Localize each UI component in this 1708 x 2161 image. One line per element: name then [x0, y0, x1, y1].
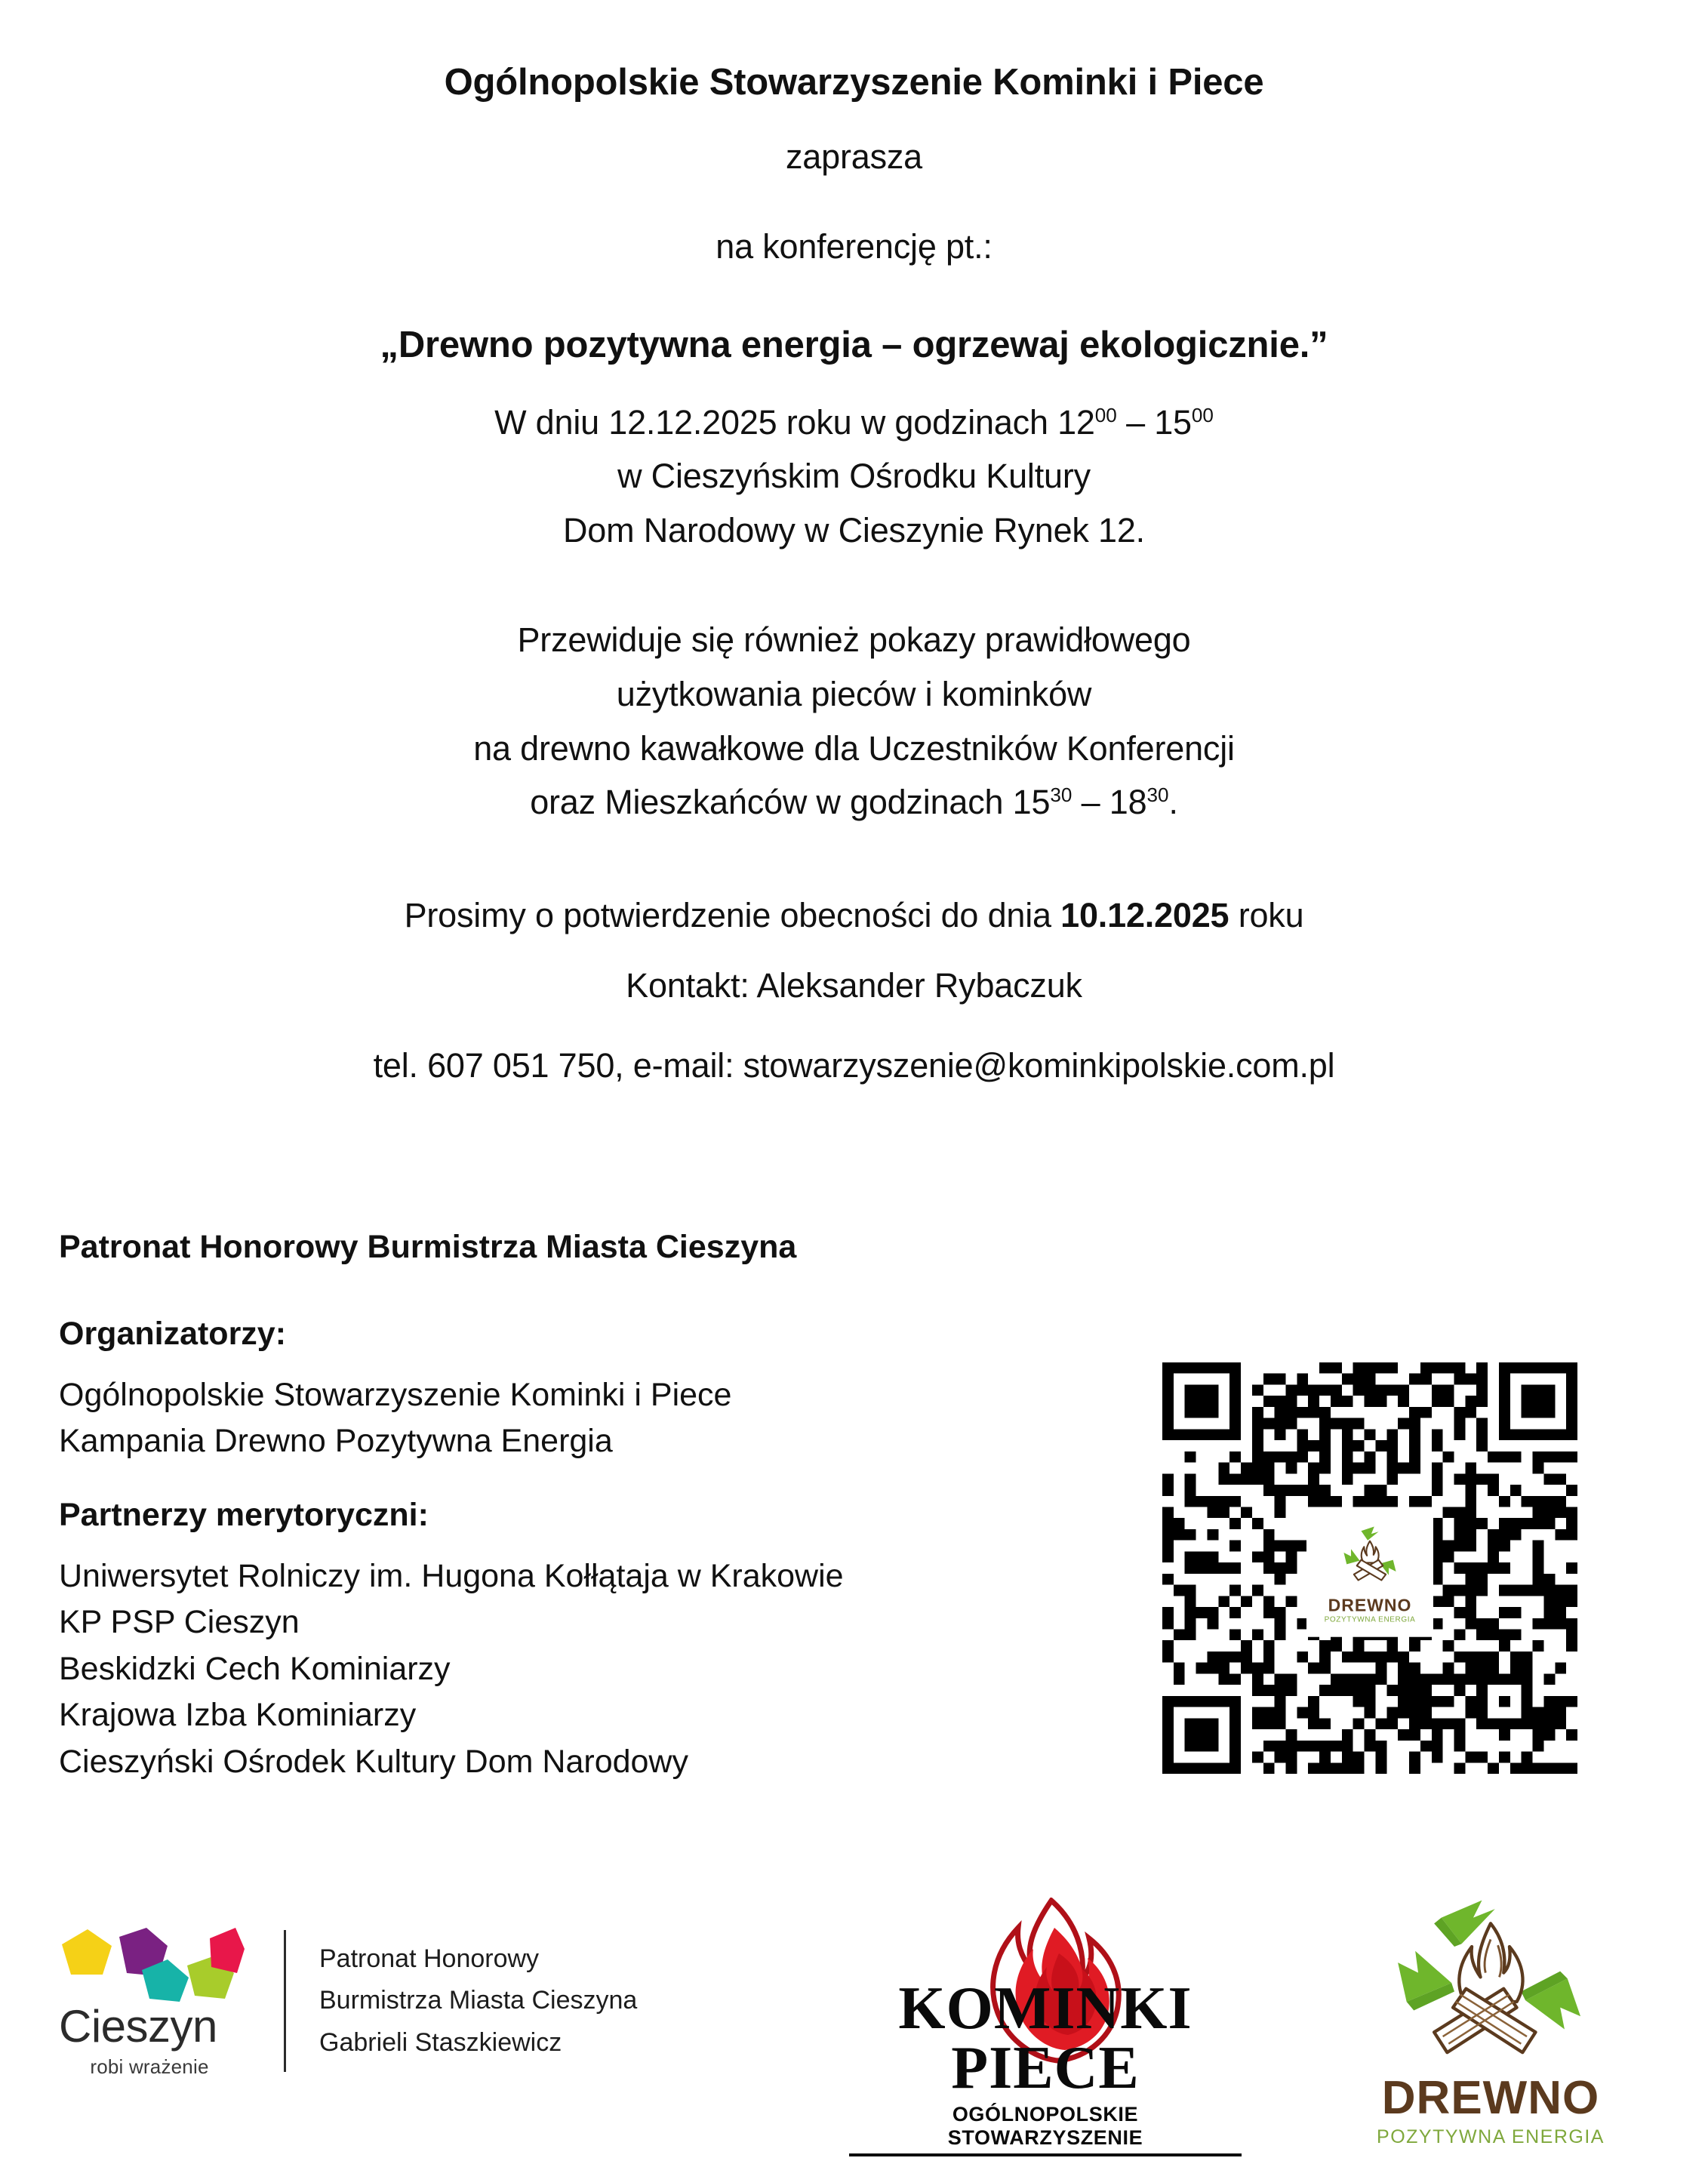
patron-line-1: Patronat Honorowy — [319, 1944, 540, 1974]
drewno-pozytywna-energia-logo — [1340, 1893, 1642, 2148]
event-datetime-prefix: W dniu 12.12.2025 roku w godzinach 12 — [494, 402, 1095, 442]
invitation-body — [0, 59, 1708, 1088]
credits-section — [59, 1229, 1040, 1785]
honorary-patronage-heading: Patronat Honorowy Burmistrza Miasta Cieszyna — [59, 1229, 797, 1265]
contact-email[interactable]: stowarzyszenie@kominkipolskie.com.pl — [743, 1045, 1335, 1085]
organizers-heading: Organizatorzy: — [59, 1316, 287, 1352]
event-end-minutes: 00 — [1191, 403, 1214, 426]
cieszyn-pentagons-icon — [54, 1923, 245, 2005]
invites-verb: zaprasza — [786, 137, 922, 176]
rsvp-suffix: roku — [1229, 895, 1304, 934]
conference-title: „Drewno pozytywna energia – ogrzewaj ekologicznie.” — [380, 324, 1328, 365]
contact-person: Kontakt: Aleksander Rybaczuk — [626, 966, 1082, 1005]
kominki-subtitle: OGÓLNOPOLSKIE STOWARZYSZENIE — [849, 2101, 1242, 2156]
partner-item: Krajowa Izba Kominiarzy — [59, 1697, 417, 1734]
demo-line-3: na drewno kawałkowe dla Uczestników Konferencji — [473, 728, 1235, 768]
demo-end-minutes: 30 — [1146, 783, 1169, 807]
rsvp-prefix: Prosimy o potwierdzenie obecności do dnia — [404, 895, 1061, 934]
demo-hours — [0, 780, 1708, 824]
partners-heading: Partnerzy merytoryczni: — [59, 1496, 429, 1533]
rsvp-line — [0, 894, 1708, 937]
patron-line-2: Burmistrza Miasta Cieszyna — [319, 1986, 638, 2015]
footer-logos — [0, 1887, 1708, 2161]
qr-center-logo — [1306, 1510, 1433, 1636]
demo-hours-dash: – 18 — [1072, 783, 1147, 822]
footer-divider — [284, 1930, 286, 2072]
demo-hours-period: . — [1168, 783, 1178, 822]
patron-line-3: Gabrieli Staszkiewicz — [319, 2027, 562, 2057]
kominki-word-2: PIECE — [951, 2035, 1140, 2102]
organizer-item: Kampania Drewno Pozytywna Energia — [59, 1423, 613, 1460]
event-datetime-dash: – 15 — [1116, 402, 1192, 442]
drewno-bonfire-icon — [1381, 1893, 1600, 2074]
demo-line-2: użytkowania pieców i kominków — [616, 675, 1092, 713]
demo-line-1: Przewiduje się również pokazy prawidłowego — [517, 620, 1191, 660]
kominki-piece-logo — [849, 1898, 1242, 2150]
drewno-wordmark: DREWNO — [1381, 2072, 1600, 2124]
qr-code[interactable] — [1162, 1362, 1577, 1774]
cieszyn-patron-text — [319, 1938, 637, 2063]
event-datetime — [0, 401, 1708, 445]
contact-details — [0, 1044, 1708, 1088]
contact-phone: tel. 607 051 750, e-mail: — [373, 1045, 743, 1085]
rsvp-deadline-date: 10.12.2025 — [1060, 895, 1229, 934]
kominki-wordmark — [849, 1975, 1242, 2156]
qr-logo-subtitle: POZYTYWNA ENERGIA — [1324, 1615, 1416, 1624]
drewno-subtitle: POZYTYWNA ENERGIA — [1377, 2126, 1605, 2147]
cieszyn-mark — [54, 1923, 245, 2079]
partner-item: Uniwersytet Rolniczy im. Hugona Kołłątaja w Krakowie — [59, 1557, 844, 1594]
partner-item: KP PSP Cieszyn — [59, 1604, 300, 1641]
venue-line-2: Dom Narodowy w Cieszynie Rynek 12. — [563, 510, 1145, 549]
cieszyn-slogan: robi wrażenie — [90, 2055, 209, 2078]
partner-item: Cieszyński Ośrodek Kultury Dom Narodowy — [59, 1743, 688, 1780]
organization-title: Ogólnopolskie Stowarzyszenie Kominki i Piece — [444, 62, 1264, 103]
drewno-bonfire-icon — [1334, 1522, 1406, 1595]
event-start-minutes: 00 — [1094, 403, 1117, 426]
demo-start-minutes: 30 — [1050, 783, 1073, 807]
partner-item: Beskidzki Cech Kominiarzy — [59, 1650, 451, 1687]
qr-logo-word: DREWNO — [1328, 1595, 1412, 1615]
demo-hours-prefix: oraz Mieszkańców w godzinach 15 — [530, 783, 1051, 822]
venue-line-1: w Cieszyńskim Ośrodku Kultury — [617, 457, 1091, 496]
cieszyn-city-logo — [54, 1923, 637, 2079]
cieszyn-wordmark: Cieszyn — [59, 2001, 217, 2052]
organizer-item: Ogólnopolskie Stowarzyszenie Kominki i Piece — [59, 1377, 732, 1413]
kominki-word-1: KOMINKI — [898, 1975, 1193, 2042]
credits-spacer — [59, 1465, 1040, 1497]
conference-lead-in: na konferencję pt.: — [716, 227, 992, 266]
